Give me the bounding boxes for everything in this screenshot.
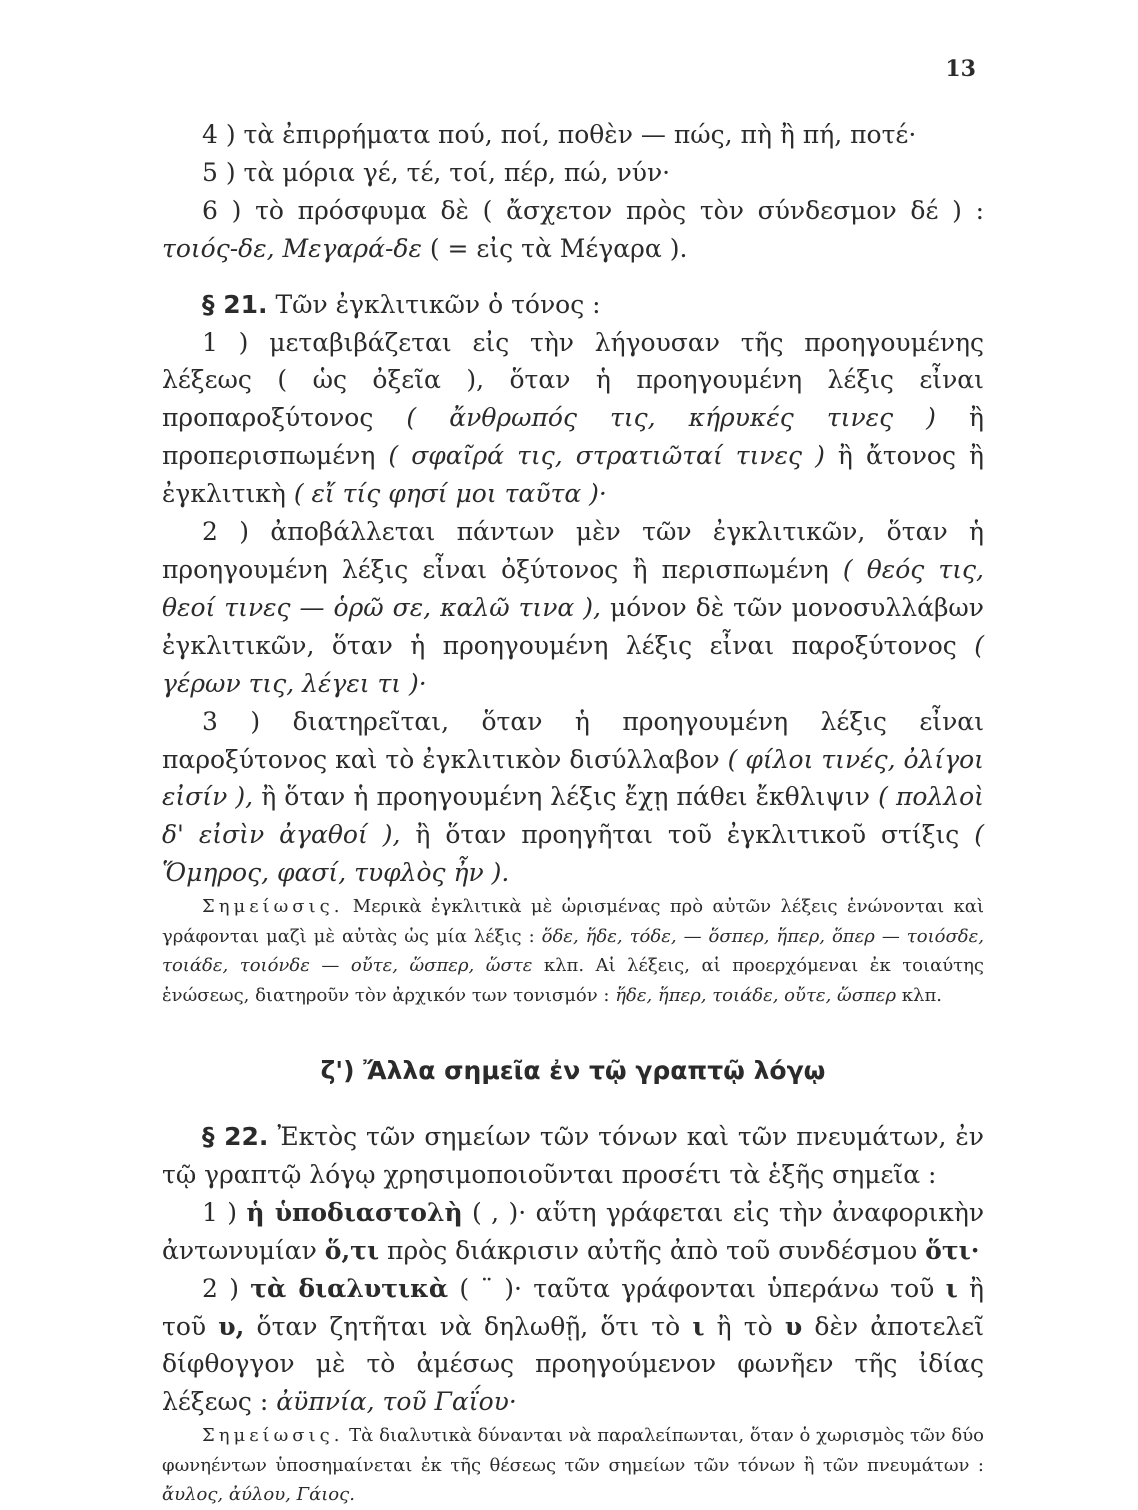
list-item: 6 ) τὸ πρόσφυμα δὲ ( ἄσχετον πρὸς τὸν σύνδεσμον δέ ) : τοιός-δε, Μεγαρά-δε ( = εἰς τὰ Μέγαρα ).	[162, 195, 984, 263]
section-21-rule-3: 3 ) διατηρεῖται, ὅταν ἡ προηγουμένη λέξις εἶναι παροξύτονος καὶ τὸ ἐγκλιτικὸν δισύλλαβον ( φίλοι τινές, ὀλίγοι εἰσίν ), ἢ ὅταν ἡ προηγουμένη λέξις ἔχῃ πάθει ἔκθλιψιν ( πολλοὶ δ' εἰσὶν ἀγαθοί ), ἢ ὅταν προηγῆται τοῦ ἐγκλιτικοῦ στίξις ( Ὅμηρος, φασί, τυφλὸς ἦν ).	[162, 706, 985, 888]
page-number: 13	[945, 56, 976, 82]
note-1: Σημείωσις. Μερικὰ ἐγκλιτικὰ μὲ ὡρισμένας πρὸ αὐτῶν λέξεις ἑνώνονται καὶ γράφονται μαζὶ μὲ αὐτὰς ὡς μία λέξις : ὅδε, ἥδε, τόδε, — ὅσπερ, ἥπερ, ὅπερ — τοιόσδε, τοιάδε, τοιόνδε — οὔτε, ὥσπερ, ὥστε κλπ. Αἱ λέξεις, αἱ προερχόμεναι ἐκ τοιαύτης ἑνώσεως, διατηροῦν τὸν ἀρχικόν των τονισμόν : ἥδε, ἥπερ, τοιάδε, οὔτε, ὥσπερ κλπ.	[162, 896, 984, 1006]
chapter-heading: ζ') Ἄλλα σημεῖα ἐν τῷ γραπτῷ λόγῳ	[320, 1056, 826, 1086]
section-22-item-2: 2 ) τὰ διαλυτικὰ ( ¨ )· ταῦτα γράφονται ὑπεράνω τοῦ ι ἢ τοῦ υ, ὅταν ζητῆται νὰ δηλωθῇ, ὅτι τὸ ι ἢ τὸ υ δὲν ἀποτελεῖ δίφθογγον μὲ τὸ ἀμέσως προηγούμενον φωνῆεν τῆς ἰδίας λέξεως : ἀϋπνία, τοῦ Γαΐου·	[162, 1273, 984, 1417]
section-21-rule-2: 2 ) ἀποβάλλεται πάντων μὲν τῶν ἐγκλιτικῶν, ὅταν ἡ προηγουμένη λέξις εἶναι ὀξύτονος ἢ περισπωμένη ( θεός τις, θεοί τινες — ὁρῶ σε, καλῶ τινα ), μόνον δὲ τῶν μονοσυλλάβων ἐγκλιτικῶν, ὅταν ἡ προηγουμένη λέξις εἶναι παροξύτονος ( γέρων τις, λέγει τι )·	[162, 517, 984, 698]
section-22-item-1: 1 ) ἡ ὑποδιαστολὴ ( , )· αὕτη γράφεται εἰς τὴν ἀναφορικὴν ἀντωνυμίαν ὅ,τι πρὸς διάκρισιν αὐτῆς ἀπὸ τοῦ συνδέσμου ὅτι·	[162, 1197, 985, 1265]
section-22-title: § 22. Ἐκτὸς τῶν σημείων τῶν τόνων καὶ τῶν πνευμάτων, ἐν τῷ γραπτῷ λόγῳ χρησιμοποιοῦνται προσέτι τὰ ἑξῆς σημεῖα :	[162, 1122, 984, 1189]
note-2: Σημείωσις. Τὰ διαλυτικὰ δύνανται νὰ παραλείπωνται, ὅταν ὁ χωρισμὸς τῶν δύο φωνηέντων ὑποσημαίνεται ἐκ τῆς θέσεως τῶν σημείων τῶν τόνων ἢ τῶν πνευμάτων : ἄυλος, ἀύλου, Γάιος.	[162, 1425, 984, 1506]
page-body	[162, 116, 984, 1510]
section-21-title: § 21. Τῶν ἐγκλιτικῶν ὁ τόνος :	[202, 289, 601, 319]
list-item: 5 ) τὰ μόρια γέ, τέ, τοί, πέρ, πώ, νύν·	[202, 157, 671, 187]
section-21-rule-1: 1 ) μεταβιβάζεται εἰς τὴν λήγουσαν τῆς προηγουμένης λέξεως ( ὡς ὀξεῖα ), ὅταν ἡ προηγουμένη λέξις εἶναι προπαροξύτονος ( ἄνθρωπός τις, κήρυκές τινες ) ἢ προπερισπωμένη ( σφαῖρά τις, στρατιῶταί τινες ) ἢ ἄτονος ἢ ἐγκλιτικὴ ( εἴ τίς φησί μοι ταῦτα )·	[162, 327, 985, 509]
list-item: 4 ) τὰ ἐπιρρήματα πού, ποί, ποθὲν — πώς, πὴ ἢ πή, ποτέ·	[202, 120, 917, 149]
